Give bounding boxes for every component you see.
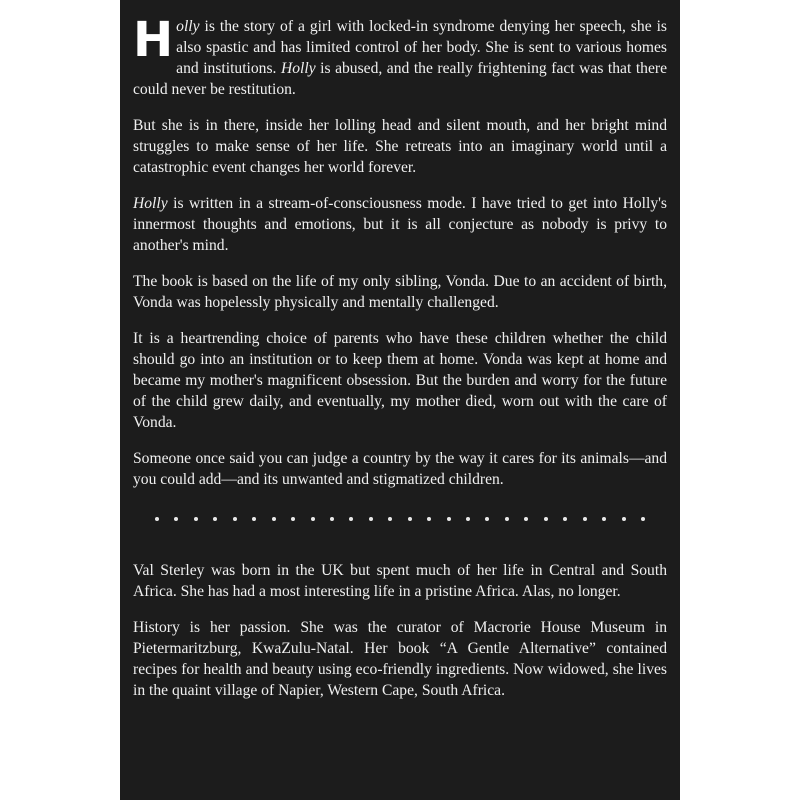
separator-dot bbox=[213, 517, 217, 521]
back-cover bbox=[120, 0, 680, 800]
paragraph-3-text: is written in a stream-of-consciousness mode. I have tried to get into Holly's innermost thoughts and emotions, but it is all conjecture as nobody is privy to another's mind. bbox=[133, 195, 667, 254]
separator-dot bbox=[330, 517, 334, 521]
separator-dot bbox=[349, 517, 353, 521]
paragraph-4: The book is based on the life of my only sibling, Vonda. Due to an accident of birth, Vonda was hopelessly physically and mentally challenged. bbox=[133, 273, 667, 311]
separator-dot bbox=[194, 517, 198, 521]
blurb-text bbox=[133, 12, 668, 716]
drop-cap: H bbox=[133, 12, 173, 68]
separator-dot bbox=[155, 517, 159, 521]
separator-dot bbox=[174, 517, 178, 521]
separator-dot bbox=[505, 517, 509, 521]
separator-dot bbox=[602, 517, 606, 521]
separator-dot bbox=[291, 517, 295, 521]
author-bio-2: History is her passion. She was the curator of Macrorie House Museum in Pietermaritzburg, KwaZulu-Natal. Her book “A Gentle Alternative” contained recipes for health and beauty using eco-friendly ingredients. Now widowed, she lives in the quaint village of Napier, Western Cape, South Africa. bbox=[133, 619, 667, 699]
separator-dot bbox=[524, 517, 528, 521]
separator-dot bbox=[485, 517, 489, 521]
paragraph-1 bbox=[133, 12, 668, 100]
separator-dot bbox=[369, 517, 373, 521]
separator-dot bbox=[272, 517, 276, 521]
paragraph-1-text-b: is abused, and the really frightening fact was that there could never be restitution. bbox=[133, 60, 668, 98]
paragraph-3 bbox=[133, 193, 667, 256]
separator-dot bbox=[641, 517, 645, 521]
paragraph-6: Someone once said you can judge a country by the way it cares for its animals—and you could add—and its unwanted and stigmatized children. bbox=[133, 450, 667, 488]
separator-dot bbox=[233, 517, 237, 521]
title-italic-rest: olly bbox=[176, 18, 200, 35]
separator-dot bbox=[466, 517, 470, 521]
separator-dot bbox=[388, 517, 392, 521]
paragraph-5: It is a heartrending choice of parents who have these children whether the child should go into an institution or to keep them at home. Vonda was kept at home and became my mother's magnificent obsession. But the burden and worry for the future of the child grew daily, and eventually, my mother died, worn out with the care of Vonda. bbox=[133, 330, 667, 431]
separator-dot bbox=[563, 517, 567, 521]
paragraph-1-text-a: is the story of a girl with locked-in syndrome denying her speech, she is also spastic and has limited control of her body. She is sent to various homes and institutions. bbox=[176, 18, 667, 77]
author-bio-1: Val Sterley was born in the UK but spent much of her life in Central and South Africa. She has had a most interesting life in a pristine Africa. Alas, no longer. bbox=[133, 562, 667, 600]
paragraph-2: But she is in there, inside her lolling head and silent mouth, and her bright mind struggles to make sense of her life. She retreats into an imaginary world until a catastrophic event changes her world forever. bbox=[133, 117, 667, 176]
separator-dot bbox=[622, 517, 626, 521]
separator-dot bbox=[427, 517, 431, 521]
separator-dot bbox=[408, 517, 412, 521]
separator-dot bbox=[544, 517, 548, 521]
separator-dot bbox=[447, 517, 451, 521]
dotted-separator bbox=[155, 514, 645, 524]
title-italic: Holly bbox=[133, 195, 168, 212]
separator-dot bbox=[583, 517, 587, 521]
separator-dot bbox=[311, 517, 315, 521]
title-italic: Holly bbox=[280, 60, 316, 77]
separator-dot bbox=[252, 517, 256, 521]
